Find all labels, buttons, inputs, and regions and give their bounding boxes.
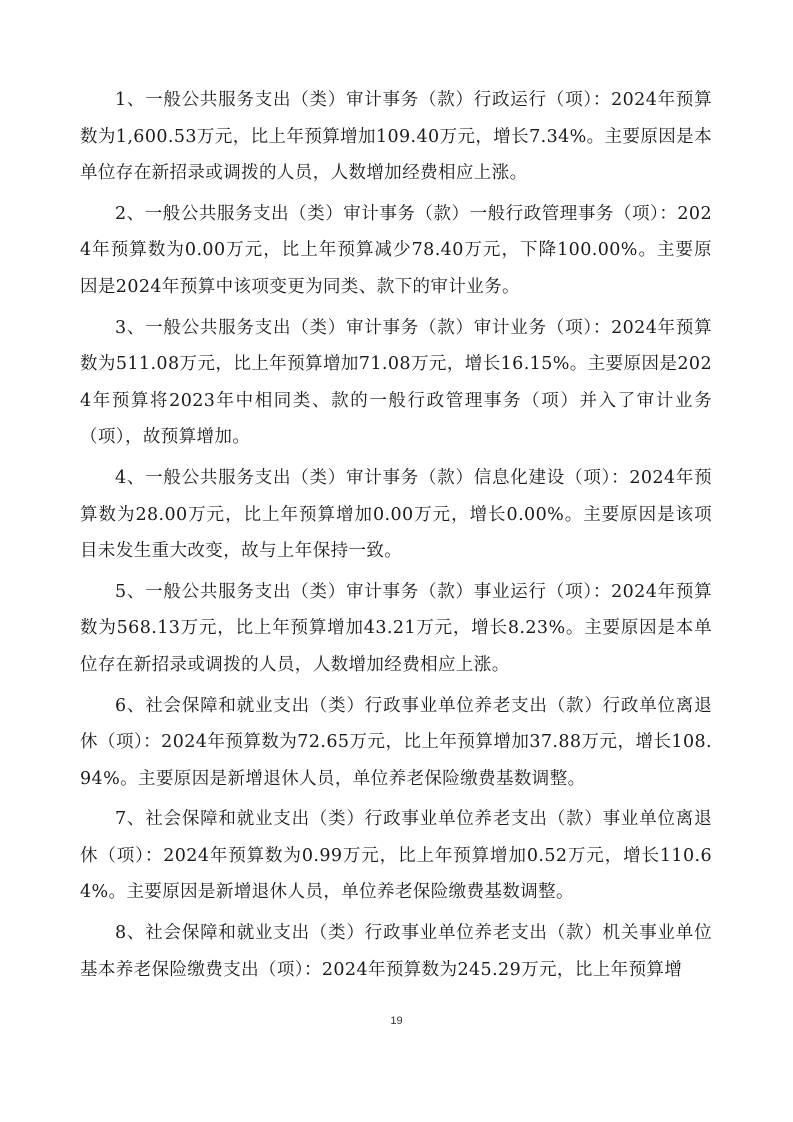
paragraph-8: 8、社会保障和就业支出（类）行政事业单位养老支出（款）机关事业单位基本养老保险缴费支出（项）：2024年预算数为245.29万元，比上年预算增	[80, 923, 712, 980]
paragraph-2: 2、一般公共服务支出（类）审计事务（款）一般行政管理事务（项）：2024年预算数为0.00万元，比上年预算减少78.40万元，下降100.00%。主要原因是2024年预算中该项变更为同类、款下的审计业务。	[80, 203, 712, 297]
paragraph-7: 7、社会保障和就业支出（类）行政事业单位养老支出（款）事业单位离退休（项）：2024年预算数为0.99万元，比上年预算增加0.52万元，增长110.64%。主要原因是新增退休人员，单位养老保险缴费基数调整。	[80, 809, 712, 903]
document-body	[80, 82, 712, 992]
paragraph-6: 6、社会保障和就业支出（类）行政事业单位养老支出（款）行政单位离退休（项）：2024年预算数为72.65万元，比上年预算增加37.88万元，增长108.94%。主要原因是新增退休人员，单位养老保险缴费基数调整。	[80, 695, 712, 789]
paragraph-5: 5、一般公共服务支出（类）审计事务（款）事业运行（项）：2024年预算数为568.13万元，比上年预算增加43.21万元，增长8.23%。主要原因是本单位存在新招录或调拨的人员，人数增加经费相应上涨。	[80, 581, 712, 675]
paragraph-4: 4、一般公共服务支出（类）审计事务（款）信息化建设（项）：2024年预算数为28.00万元，比上年预算增加0.00万元，增长0.00%。主要原因是该项目未发生重大改变，故与上年保持一致。	[80, 467, 712, 562]
paragraph-3: 3、一般公共服务支出（类）审计事务（款）审计业务（项）：2024年预算数为511.08万元，比上年预算增加71.08万元，增长16.15%。主要原因是2024年预算将2023年中相同类、款的一般行政管理事务（项）并入了审计业务（项），故预算增加。	[80, 317, 712, 448]
page-number: 19	[390, 1015, 403, 1027]
paragraph-1: 1、一般公共服务支出（类）审计事务（款）行政运行（项）：2024年预算数为1,600.53万元，比上年预算增加109.40万元，增长7.34%。主要原因是本单位存在新招录或调拨的人员，人数增加经费相应上涨。	[80, 90, 712, 184]
